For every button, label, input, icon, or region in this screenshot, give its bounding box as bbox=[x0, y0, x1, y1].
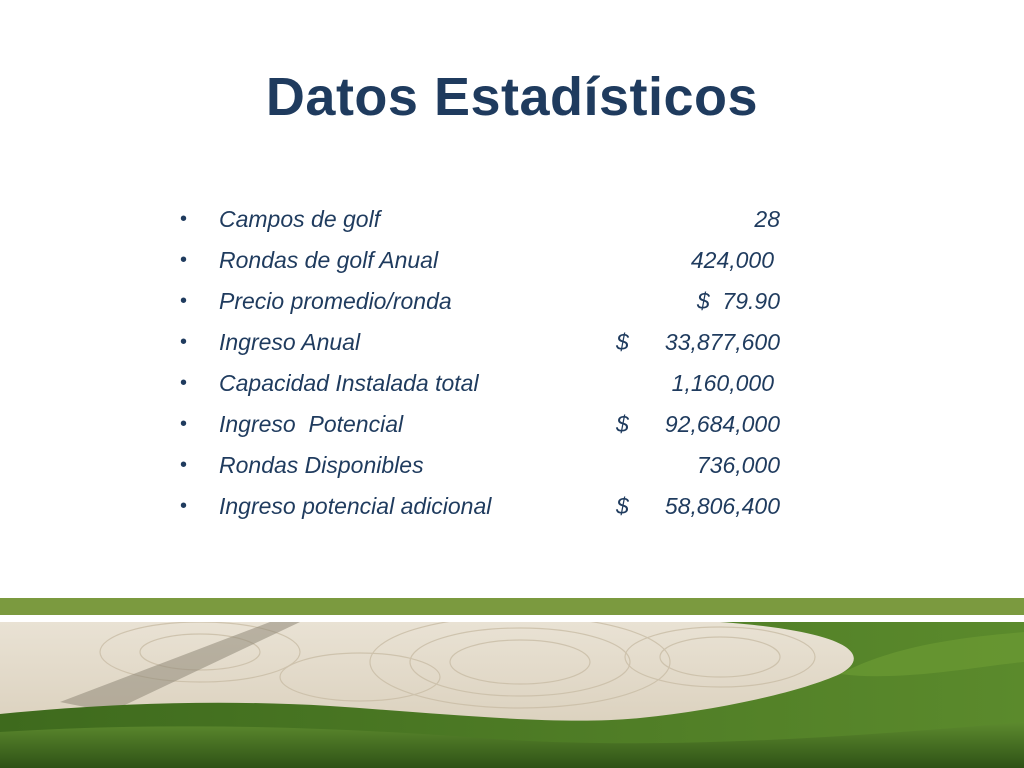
list-item bbox=[0, 240, 1024, 281]
stat-currency: $ bbox=[616, 493, 629, 519]
bullet-icon: • bbox=[180, 331, 188, 353]
list-item bbox=[0, 445, 1024, 486]
stat-value: $ 79.90 bbox=[696, 288, 780, 314]
stat-currency: $ bbox=[616, 329, 629, 355]
list-item bbox=[0, 322, 1024, 363]
bullet-icon: • bbox=[180, 372, 188, 394]
stat-value: 424,000 bbox=[690, 247, 774, 273]
stat-label: Ingreso Potencial bbox=[219, 411, 404, 437]
bullet-icon: • bbox=[180, 413, 188, 435]
stat-value: 736,000 bbox=[696, 452, 780, 478]
bullet-icon: • bbox=[180, 495, 188, 517]
stat-value: 92,684,000 bbox=[664, 411, 780, 437]
slide-title: Datos Estadísticos bbox=[265, 67, 759, 127]
stat-value: 33,877,600 bbox=[664, 329, 780, 355]
stats-list bbox=[0, 199, 1024, 527]
bullet-icon: • bbox=[180, 454, 188, 476]
stat-value: 28 bbox=[754, 206, 780, 232]
bullet-icon: • bbox=[180, 249, 188, 271]
stat-label: Precio promedio/ronda bbox=[219, 288, 452, 314]
stat-label: Ingreso potencial adicional bbox=[219, 493, 492, 519]
stat-currency: $ bbox=[616, 411, 629, 437]
stat-value: 58,806,400 bbox=[664, 493, 780, 519]
stat-label: Rondas de golf Anual bbox=[219, 247, 439, 273]
stat-value: 1,160,000 bbox=[671, 370, 774, 396]
stat-label: Campos de golf bbox=[219, 206, 381, 232]
stat-label: Ingreso Anual bbox=[219, 329, 361, 355]
list-item bbox=[0, 404, 1024, 445]
stat-label: Capacidad Instalada total bbox=[219, 370, 479, 396]
bullet-icon: • bbox=[180, 290, 188, 312]
stat-label: Rondas Disponibles bbox=[219, 452, 424, 478]
bullet-icon: • bbox=[180, 208, 188, 230]
decorative-band bbox=[0, 598, 1024, 615]
list-item bbox=[0, 281, 1024, 322]
list-item bbox=[0, 486, 1024, 527]
golf-bunker-image bbox=[0, 622, 1024, 768]
list-item bbox=[0, 363, 1024, 404]
list-item bbox=[0, 199, 1024, 240]
